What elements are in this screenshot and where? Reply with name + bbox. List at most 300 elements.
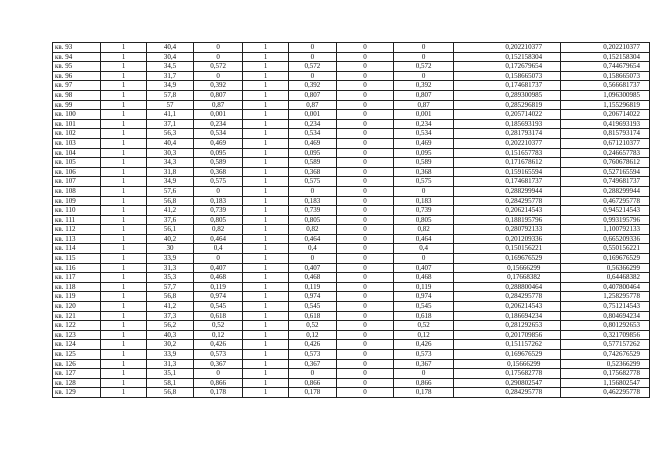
- share-cell: 0,205714022: [453, 110, 560, 120]
- adjusted-value-cell: 0,87: [289, 100, 337, 110]
- adjusted-value-cell: 0: [289, 43, 337, 53]
- coef-cell: 1: [243, 129, 289, 139]
- coef-cell: 1: [243, 158, 289, 168]
- share-cell: 0,285296819: [453, 100, 560, 110]
- adjusted-value-cell: 0,119: [289, 282, 337, 292]
- total-cell: 0,801292653: [560, 321, 649, 331]
- count-cell: 1: [101, 282, 147, 292]
- value-cell: 0,87: [194, 100, 243, 110]
- count-cell: 1: [101, 292, 147, 302]
- share-cell: 0,175682778: [453, 369, 560, 379]
- apartment-cell: кв. 119: [53, 292, 101, 302]
- area-cell: 33,9: [147, 254, 194, 264]
- value-cell: 0,367: [194, 359, 243, 369]
- result-cell: 0,575: [394, 177, 454, 187]
- apartment-cell: кв. 105: [53, 158, 101, 168]
- table-row: [53, 292, 650, 302]
- zero-cell: 0: [336, 388, 394, 398]
- count-cell: 1: [101, 378, 147, 388]
- value-cell: 0,805: [194, 215, 243, 225]
- adjusted-value-cell: 0: [289, 369, 337, 379]
- zero-cell: 0: [336, 273, 394, 283]
- adjusted-value-cell: 0: [289, 186, 337, 196]
- count-cell: 1: [101, 100, 147, 110]
- count-cell: 1: [101, 340, 147, 350]
- apartment-cell: кв. 106: [53, 167, 101, 177]
- total-cell: 0,206714022: [560, 110, 649, 120]
- total-cell: 0,527165594: [560, 167, 649, 177]
- apartment-cell: кв. 115: [53, 254, 101, 264]
- apartment-cell: кв. 120: [53, 302, 101, 312]
- area-cell: 30,4: [147, 52, 194, 62]
- value-cell: 0,618: [194, 311, 243, 321]
- area-cell: 56,1: [147, 225, 194, 235]
- zero-cell: 0: [336, 369, 394, 379]
- area-cell: 56,2: [147, 321, 194, 331]
- area-cell: 30,3: [147, 148, 194, 158]
- count-cell: 1: [101, 215, 147, 225]
- result-cell: 0,392: [394, 81, 454, 91]
- area-cell: 31,3: [147, 263, 194, 273]
- total-cell: 0,407800464: [560, 282, 649, 292]
- coef-cell: 1: [243, 350, 289, 360]
- value-cell: 0,464: [194, 234, 243, 244]
- result-cell: 0,589: [394, 158, 454, 168]
- adjusted-value-cell: 0,589: [289, 158, 337, 168]
- data-table: [52, 42, 650, 398]
- zero-cell: 0: [336, 234, 394, 244]
- total-cell: 0,945214543: [560, 206, 649, 216]
- zero-cell: 0: [336, 244, 394, 254]
- coef-cell: 1: [243, 119, 289, 129]
- count-cell: 1: [101, 186, 147, 196]
- area-cell: 40,4: [147, 43, 194, 53]
- table-row: [53, 369, 650, 379]
- total-cell: 0,815793174: [560, 129, 649, 139]
- coef-cell: 1: [243, 359, 289, 369]
- coef-cell: 1: [243, 110, 289, 120]
- apartment-cell: кв. 107: [53, 177, 101, 187]
- apartment-cell: кв. 109: [53, 196, 101, 206]
- apartment-cell: кв. 121: [53, 311, 101, 321]
- count-cell: 1: [101, 71, 147, 81]
- adjusted-value-cell: 0,367: [289, 359, 337, 369]
- area-cell: 41,2: [147, 302, 194, 312]
- adjusted-value-cell: 0,805: [289, 215, 337, 225]
- result-cell: 0,183: [394, 196, 454, 206]
- adjusted-value-cell: 0,12: [289, 330, 337, 340]
- table-row: [53, 129, 650, 139]
- apartment-cell: кв. 98: [53, 90, 101, 100]
- apartment-cell: кв. 123: [53, 330, 101, 340]
- value-cell: 0,575: [194, 177, 243, 187]
- value-cell: 0,974: [194, 292, 243, 302]
- zero-cell: 0: [336, 138, 394, 148]
- zero-cell: 0: [336, 282, 394, 292]
- area-cell: 41,2: [147, 206, 194, 216]
- area-cell: 41,1: [147, 110, 194, 120]
- area-cell: 57,6: [147, 186, 194, 196]
- result-cell: 0,178: [394, 388, 454, 398]
- table-row: [53, 330, 650, 340]
- area-cell: 34,9: [147, 81, 194, 91]
- zero-cell: 0: [336, 148, 394, 158]
- share-cell: 0,174681737: [453, 81, 560, 91]
- apartment-cell: кв. 126: [53, 359, 101, 369]
- value-cell: 0,095: [194, 148, 243, 158]
- table-row: [53, 100, 650, 110]
- value-cell: 0: [194, 186, 243, 196]
- table-row: [53, 321, 650, 331]
- total-cell: 0,52366299: [560, 359, 649, 369]
- zero-cell: 0: [336, 167, 394, 177]
- share-cell: 0,15666299: [453, 359, 560, 369]
- coef-cell: 1: [243, 273, 289, 283]
- apartment-cell: кв. 116: [53, 263, 101, 273]
- adjusted-value-cell: 0,974: [289, 292, 337, 302]
- area-cell: 37,6: [147, 215, 194, 225]
- coef-cell: 1: [243, 167, 289, 177]
- share-cell: 0,201709856: [453, 330, 560, 340]
- count-cell: 1: [101, 350, 147, 360]
- coef-cell: 1: [243, 369, 289, 379]
- count-cell: 1: [101, 273, 147, 283]
- result-cell: 0,572: [394, 62, 454, 72]
- count-cell: 1: [101, 244, 147, 254]
- share-cell: 0,202210377: [453, 138, 560, 148]
- result-cell: 0,095: [394, 148, 454, 158]
- coef-cell: 1: [243, 234, 289, 244]
- result-cell: 0: [394, 71, 454, 81]
- value-cell: 0,545: [194, 302, 243, 312]
- share-cell: 0,152158304: [453, 52, 560, 62]
- area-cell: 56,8: [147, 196, 194, 206]
- adjusted-value-cell: 0,52: [289, 321, 337, 331]
- adjusted-value-cell: 0,368: [289, 167, 337, 177]
- apartment-cell: кв. 112: [53, 225, 101, 235]
- area-cell: 34,9: [147, 177, 194, 187]
- total-cell: 0,202210377: [560, 43, 649, 53]
- apartment-cell: кв. 102: [53, 129, 101, 139]
- share-cell: 0,174681737: [453, 177, 560, 187]
- zero-cell: 0: [336, 378, 394, 388]
- value-cell: 0,589: [194, 158, 243, 168]
- table-row: [53, 90, 650, 100]
- value-cell: 0,82: [194, 225, 243, 235]
- count-cell: 1: [101, 330, 147, 340]
- value-cell: 0,469: [194, 138, 243, 148]
- share-cell: 0,201209336: [453, 234, 560, 244]
- total-cell: 1,100792133: [560, 225, 649, 235]
- apartment-cell: кв. 125: [53, 350, 101, 360]
- result-cell: 0,618: [394, 311, 454, 321]
- total-cell: 0,152158304: [560, 52, 649, 62]
- coef-cell: 1: [243, 100, 289, 110]
- zero-cell: 0: [336, 359, 394, 369]
- value-cell: 0: [194, 43, 243, 53]
- total-cell: 0,749681737: [560, 177, 649, 187]
- zero-cell: 0: [336, 350, 394, 360]
- result-cell: 0,367: [394, 359, 454, 369]
- area-cell: 35,1: [147, 369, 194, 379]
- zero-cell: 0: [336, 81, 394, 91]
- table-row: [53, 311, 650, 321]
- adjusted-value-cell: 0,178: [289, 388, 337, 398]
- value-cell: 0,468: [194, 273, 243, 283]
- count-cell: 1: [101, 110, 147, 120]
- result-cell: 0,805: [394, 215, 454, 225]
- coef-cell: 1: [243, 263, 289, 273]
- share-cell: 0,281292653: [453, 321, 560, 331]
- coef-cell: 1: [243, 225, 289, 235]
- total-cell: 0,467295778: [560, 196, 649, 206]
- zero-cell: 0: [336, 340, 394, 350]
- value-cell: 0,866: [194, 378, 243, 388]
- share-cell: 0,284295778: [453, 388, 560, 398]
- area-cell: 57,7: [147, 282, 194, 292]
- apartment-cell: кв. 118: [53, 282, 101, 292]
- table-row: [53, 378, 650, 388]
- zero-cell: 0: [336, 302, 394, 312]
- coef-cell: 1: [243, 282, 289, 292]
- table-row: [53, 52, 650, 62]
- count-cell: 1: [101, 148, 147, 158]
- zero-cell: 0: [336, 177, 394, 187]
- result-cell: 0: [394, 254, 454, 264]
- total-cell: 0,577157262: [560, 340, 649, 350]
- table-body: [53, 43, 650, 398]
- apartment-cell: кв. 122: [53, 321, 101, 331]
- apartment-cell: кв. 127: [53, 369, 101, 379]
- result-cell: 0,468: [394, 273, 454, 283]
- table-row: [53, 119, 650, 129]
- result-cell: 0,426: [394, 340, 454, 350]
- adjusted-value-cell: 0: [289, 254, 337, 264]
- area-cell: 57,8: [147, 90, 194, 100]
- area-cell: 56,3: [147, 129, 194, 139]
- result-cell: 0,368: [394, 167, 454, 177]
- value-cell: 0,407: [194, 263, 243, 273]
- adjusted-value-cell: 0,573: [289, 350, 337, 360]
- zero-cell: 0: [336, 225, 394, 235]
- table-row: [53, 340, 650, 350]
- result-cell: 0,87: [394, 100, 454, 110]
- table-row: [53, 302, 650, 312]
- zero-cell: 0: [336, 311, 394, 321]
- value-cell: 0,178: [194, 388, 243, 398]
- apartment-cell: кв. 129: [53, 388, 101, 398]
- share-cell: 0,186694234: [453, 311, 560, 321]
- share-cell: 0,188195796: [453, 215, 560, 225]
- value-cell: 0: [194, 52, 243, 62]
- value-cell: 0,52: [194, 321, 243, 331]
- table-row: [53, 196, 650, 206]
- area-cell: 31,8: [147, 167, 194, 177]
- zero-cell: 0: [336, 215, 394, 225]
- value-cell: 0,183: [194, 196, 243, 206]
- result-cell: 0,573: [394, 350, 454, 360]
- area-cell: 33,9: [147, 350, 194, 360]
- apartment-cell: кв. 94: [53, 52, 101, 62]
- apartment-cell: кв. 114: [53, 244, 101, 254]
- table-row: [53, 81, 650, 91]
- share-cell: 0,284295778: [453, 196, 560, 206]
- zero-cell: 0: [336, 71, 394, 81]
- zero-cell: 0: [336, 110, 394, 120]
- adjusted-value-cell: 0,464: [289, 234, 337, 244]
- area-cell: 40,2: [147, 234, 194, 244]
- zero-cell: 0: [336, 129, 394, 139]
- count-cell: 1: [101, 158, 147, 168]
- apartment-cell: кв. 110: [53, 206, 101, 216]
- total-cell: 0,993195796: [560, 215, 649, 225]
- coef-cell: 1: [243, 62, 289, 72]
- result-cell: 0,534: [394, 129, 454, 139]
- table-row: [53, 62, 650, 72]
- adjusted-value-cell: 0,545: [289, 302, 337, 312]
- count-cell: 1: [101, 359, 147, 369]
- adjusted-value-cell: 0,534: [289, 129, 337, 139]
- zero-cell: 0: [336, 119, 394, 129]
- apartment-cell: кв. 95: [53, 62, 101, 72]
- zero-cell: 0: [336, 196, 394, 206]
- table-row: [53, 167, 650, 177]
- count-cell: 1: [101, 234, 147, 244]
- result-cell: 0,82: [394, 225, 454, 235]
- share-cell: 0,289300985: [453, 90, 560, 100]
- total-cell: 1,156802547: [560, 378, 649, 388]
- result-cell: 0,001: [394, 110, 454, 120]
- apartment-cell: кв. 111: [53, 215, 101, 225]
- share-cell: 0,202210377: [453, 43, 560, 53]
- share-cell: 0,281793174: [453, 129, 560, 139]
- value-cell: 0,368: [194, 167, 243, 177]
- share-cell: 0,171678612: [453, 158, 560, 168]
- share-cell: 0,15666299: [453, 263, 560, 273]
- total-cell: 0,321709856: [560, 330, 649, 340]
- coef-cell: 1: [243, 388, 289, 398]
- area-cell: 58,1: [147, 378, 194, 388]
- value-cell: 0,12: [194, 330, 243, 340]
- adjusted-value-cell: 0,234: [289, 119, 337, 129]
- adjusted-value-cell: 0,866: [289, 378, 337, 388]
- adjusted-value-cell: 0,4: [289, 244, 337, 254]
- result-cell: 0,12: [394, 330, 454, 340]
- adjusted-value-cell: 0,095: [289, 148, 337, 158]
- total-cell: 0,744679654: [560, 62, 649, 72]
- zero-cell: 0: [336, 90, 394, 100]
- count-cell: 1: [101, 90, 147, 100]
- count-cell: 1: [101, 263, 147, 273]
- zero-cell: 0: [336, 43, 394, 53]
- zero-cell: 0: [336, 62, 394, 72]
- count-cell: 1: [101, 43, 147, 53]
- share-cell: 0,158665073: [453, 71, 560, 81]
- share-cell: 0,288299944: [453, 186, 560, 196]
- adjusted-value-cell: 0,392: [289, 81, 337, 91]
- result-cell: 0,464: [394, 234, 454, 244]
- apartment-cell: кв. 100: [53, 110, 101, 120]
- share-cell: 0,206214543: [453, 302, 560, 312]
- coef-cell: 1: [243, 148, 289, 158]
- adjusted-value-cell: 0,572: [289, 62, 337, 72]
- table-row: [53, 244, 650, 254]
- coef-cell: 1: [243, 90, 289, 100]
- coef-cell: 1: [243, 206, 289, 216]
- value-cell: 0: [194, 71, 243, 81]
- coef-cell: 1: [243, 311, 289, 321]
- share-cell: 0,185693193: [453, 119, 560, 129]
- count-cell: 1: [101, 254, 147, 264]
- coef-cell: 1: [243, 378, 289, 388]
- area-cell: 35,3: [147, 273, 194, 283]
- total-cell: 0,566681737: [560, 81, 649, 91]
- table-row: [53, 158, 650, 168]
- coef-cell: 1: [243, 186, 289, 196]
- area-cell: 37,3: [147, 311, 194, 321]
- table-row: [53, 225, 650, 235]
- share-cell: 0,150156221: [453, 244, 560, 254]
- result-cell: 0,739: [394, 206, 454, 216]
- total-cell: 0,419693193: [560, 119, 649, 129]
- adjusted-value-cell: 0,739: [289, 206, 337, 216]
- result-cell: 0,52: [394, 321, 454, 331]
- result-cell: 0,119: [394, 282, 454, 292]
- zero-cell: 0: [336, 292, 394, 302]
- table-row: [53, 254, 650, 264]
- count-cell: 1: [101, 196, 147, 206]
- zero-cell: 0: [336, 186, 394, 196]
- result-cell: 0,407: [394, 263, 454, 273]
- table-row: [53, 71, 650, 81]
- total-cell: 0,665209336: [560, 234, 649, 244]
- result-cell: 0: [394, 52, 454, 62]
- coef-cell: 1: [243, 43, 289, 53]
- count-cell: 1: [101, 52, 147, 62]
- adjusted-value-cell: 0,183: [289, 196, 337, 206]
- apartment-cell: кв. 99: [53, 100, 101, 110]
- total-cell: 0,671210377: [560, 138, 649, 148]
- zero-cell: 0: [336, 263, 394, 273]
- apartment-cell: кв. 104: [53, 148, 101, 158]
- zero-cell: 0: [336, 158, 394, 168]
- share-cell: 0,159165594: [453, 167, 560, 177]
- share-cell: 0,169676529: [453, 254, 560, 264]
- zero-cell: 0: [336, 321, 394, 331]
- coef-cell: 1: [243, 52, 289, 62]
- table-row: [53, 110, 650, 120]
- zero-cell: 0: [336, 206, 394, 216]
- area-cell: 30,2: [147, 340, 194, 350]
- table-row: [53, 282, 650, 292]
- adjusted-value-cell: 0,82: [289, 225, 337, 235]
- table-row: [53, 263, 650, 273]
- adjusted-value-cell: 0,426: [289, 340, 337, 350]
- area-cell: 31,3: [147, 359, 194, 369]
- total-cell: 0,804694234: [560, 311, 649, 321]
- table-row: [53, 148, 650, 158]
- total-cell: 0,175682778: [560, 369, 649, 379]
- adjusted-value-cell: 0,469: [289, 138, 337, 148]
- adjusted-value-cell: 0,407: [289, 263, 337, 273]
- apartment-cell: кв. 124: [53, 340, 101, 350]
- adjusted-value-cell: 0: [289, 52, 337, 62]
- coef-cell: 1: [243, 302, 289, 312]
- table-row: [53, 138, 650, 148]
- total-cell: 1,258295778: [560, 292, 649, 302]
- total-cell: 0,550156221: [560, 244, 649, 254]
- zero-cell: 0: [336, 254, 394, 264]
